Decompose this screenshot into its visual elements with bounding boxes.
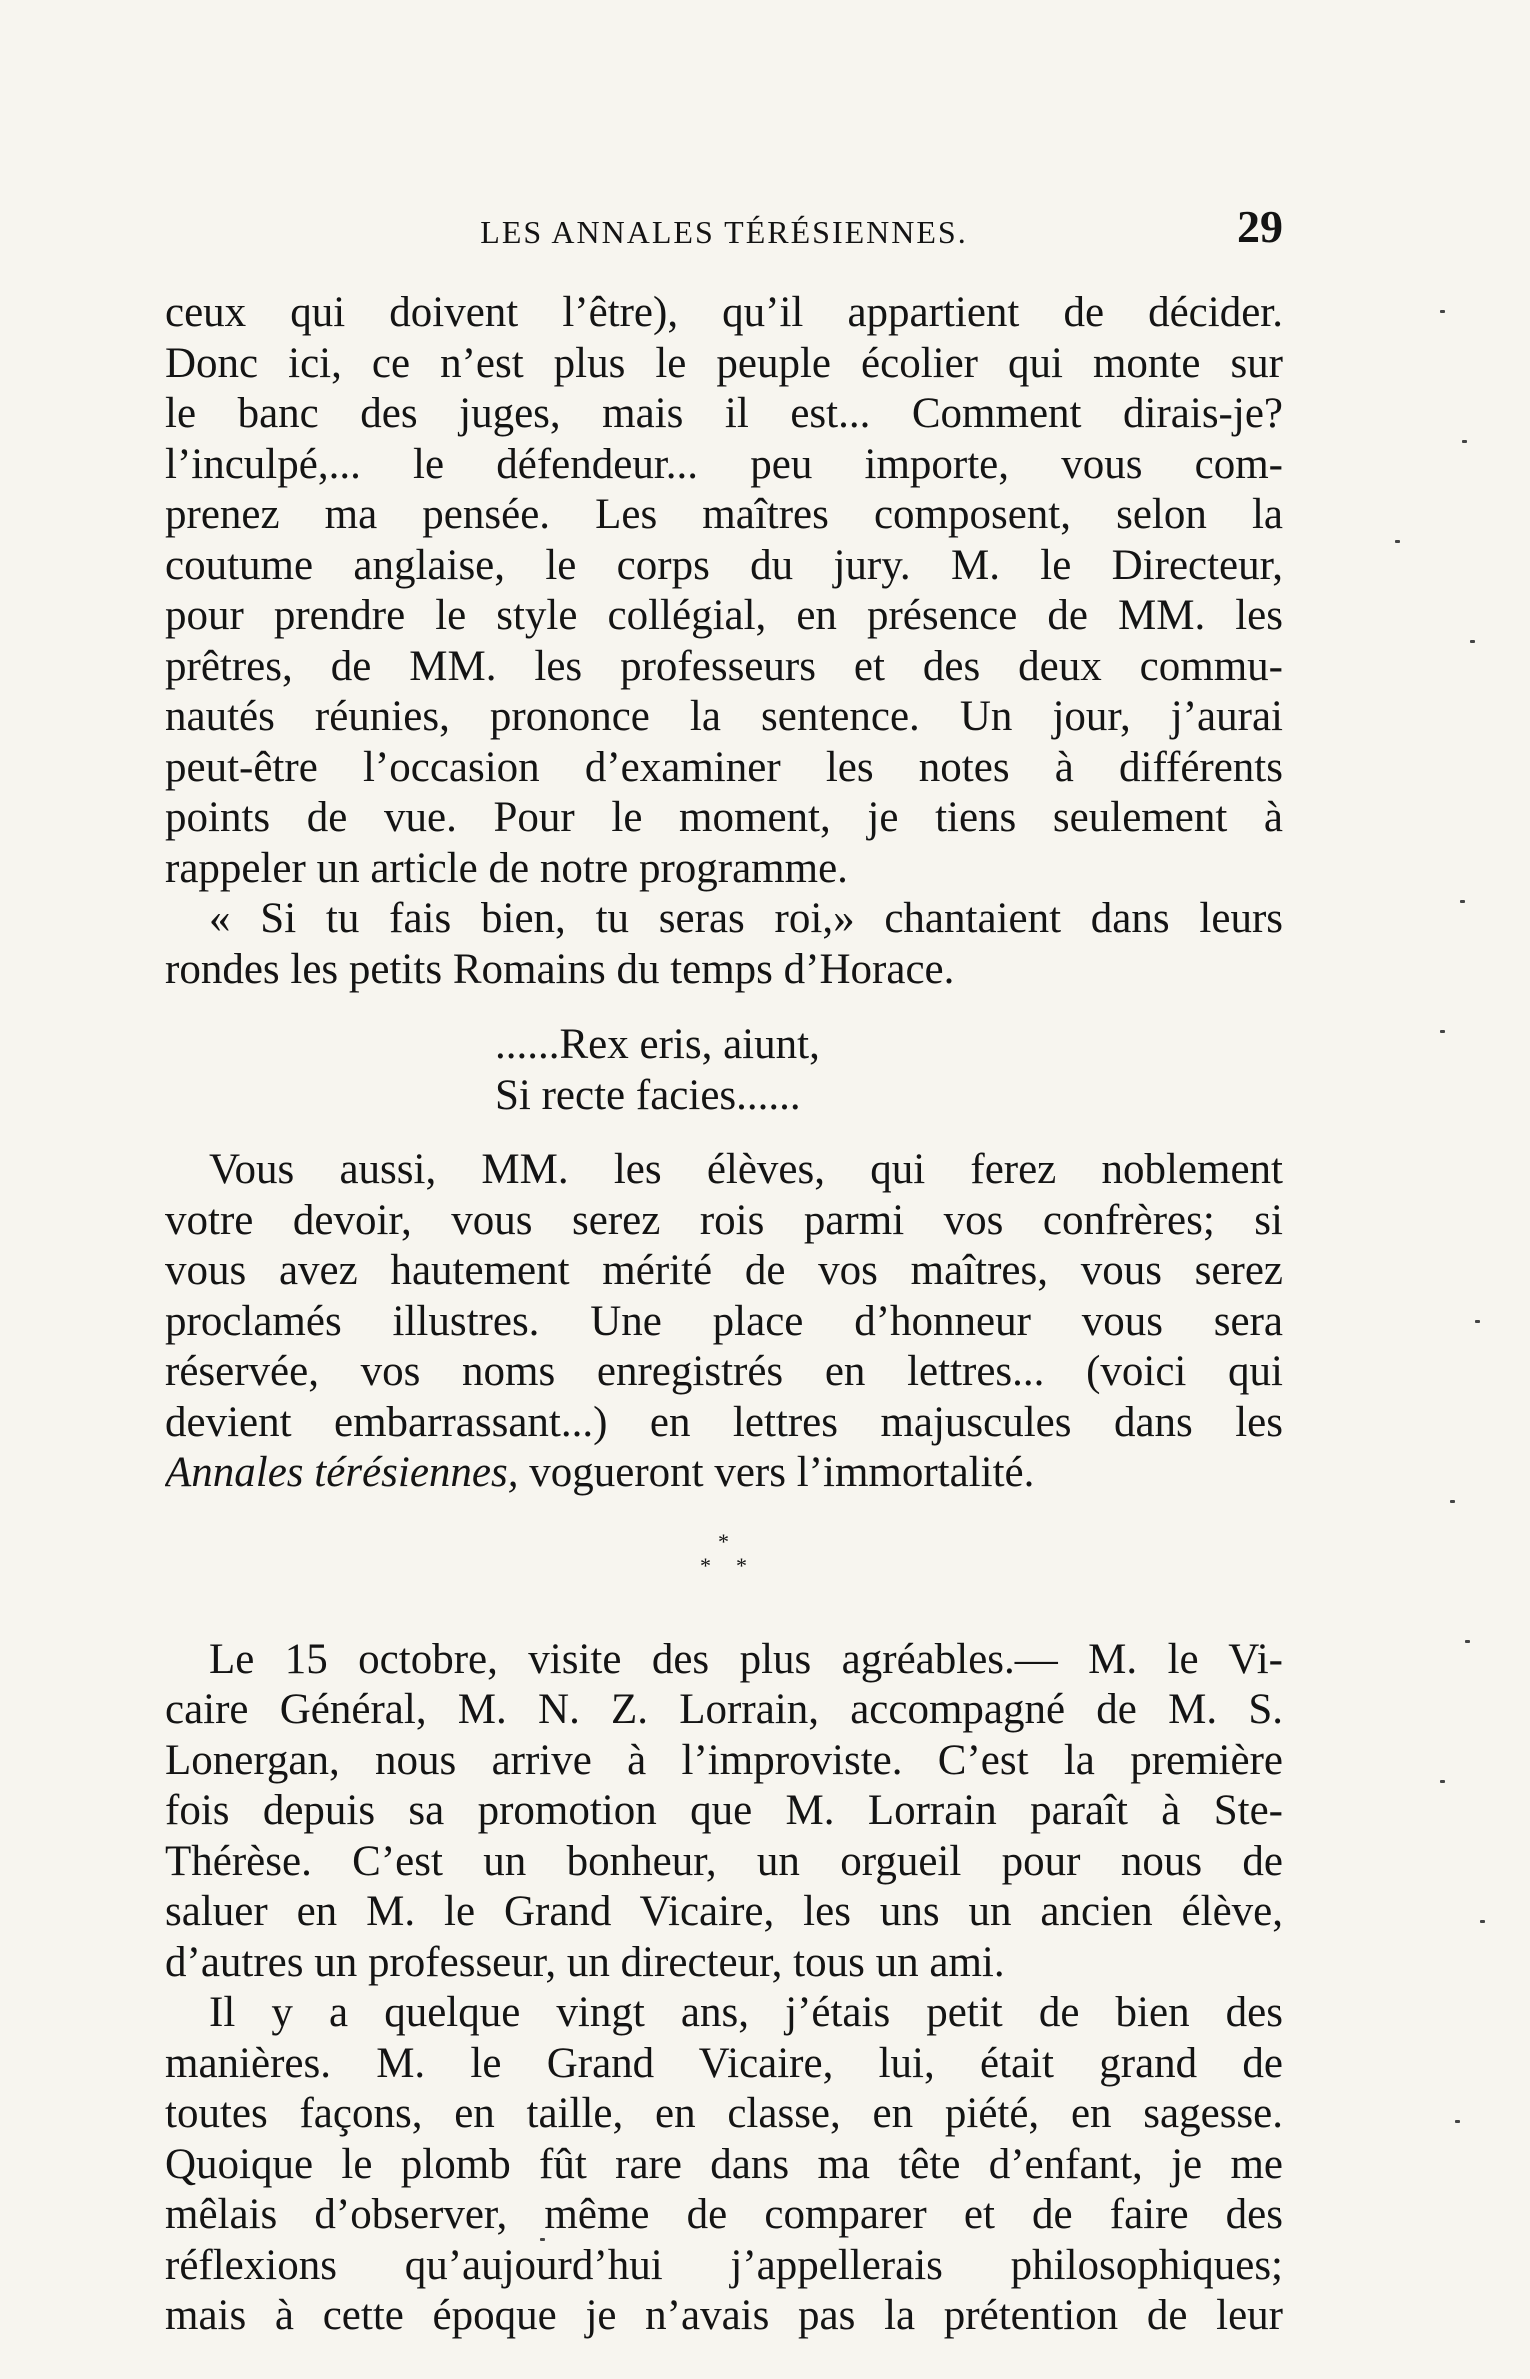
scan-speck [1470, 640, 1475, 643]
text-line: rondes les petits Romains du temps d’Horace. [165, 945, 955, 993]
text-line: caire Général, M. N. Z. Lorrain, accompagné de M. S. [165, 1686, 1283, 1733]
scan-speck [1440, 1780, 1445, 1783]
text-line: Il y a quelque vingt ans, j’étais petit de bien des [209, 1989, 1283, 2036]
verse-line: Si recte facies...... [495, 1071, 801, 1119]
text-line: d’autres un professeur, un directeur, tous un ami. [165, 1938, 1005, 1986]
paragraph-5 [165, 1988, 1283, 2342]
scan-speck [540, 2238, 545, 2241]
text-line: mêlais d’observer, même de comparer et de faire des [165, 2191, 1283, 2238]
running-head [165, 200, 1283, 264]
scan-speck [1395, 540, 1400, 543]
text-line: points de vue. Pour le moment, je tiens seulement à [165, 794, 1283, 841]
page-number: 29 [1237, 201, 1283, 252]
scan-speck [1475, 1320, 1480, 1323]
text-line: rappeler un article de notre programme. [165, 844, 848, 892]
scan-speck [1440, 310, 1445, 313]
scan-speck [1455, 2120, 1460, 2123]
text-line: l’inculpé,... le défendeur... peu importe, vous com- [165, 440, 1283, 488]
text-line: fois depuis sa promotion que M. Lorrain paraît à Ste- [165, 1787, 1283, 1834]
paragraph-1 [165, 288, 1283, 894]
text-line: vous avez hautement mérité de vos maîtres, vous serez [165, 1247, 1283, 1294]
section-separator [165, 1511, 1283, 1611]
body-text [165, 288, 1283, 2342]
scan-speck [1450, 1500, 1455, 1503]
paragraph-4 [165, 1635, 1283, 1989]
paragraph-3 [165, 1145, 1283, 1499]
paragraph-2 [165, 894, 1283, 995]
text-line: « Si tu fais bien, tu seras roi,» chantaient dans leurs [209, 895, 1283, 942]
latin-verse [165, 1020, 1283, 1121]
text-line: Vous aussi, MM. les élèves, qui ferez noblement [209, 1146, 1283, 1193]
text-line: Lonergan, nous arrive à l’improviste. C’est la première [165, 1736, 1283, 1784]
separator-star: * [736, 1552, 747, 1578]
text-line: coutume anglaise, le corps du jury. M. le Directeur, [165, 541, 1283, 589]
text-line: Donc ici, ce n’est plus le peuple écolier qui monte sur [165, 339, 1283, 387]
text-line: nautés réunies, prononce la sentence. Un jour, j’aurai [165, 693, 1283, 740]
text-line: peut-être l’occasion d’examiner les notes à différents [165, 743, 1283, 791]
scan-speck [1465, 1640, 1470, 1643]
text-line: votre devoir, vous serez rois parmi vos confrères; si [165, 1196, 1283, 1244]
text-line: réservée, vos noms enregistrés en lettres... (voici qui [165, 1348, 1283, 1395]
text-line: toutes façons, en taille, en classe, en piété, en sagesse. [165, 2090, 1283, 2137]
scan-speck [1460, 900, 1465, 903]
text-line [165, 1448, 1283, 1499]
text-line: Thérèse. C’est un bonheur, un orgueil pour nous de [165, 1837, 1283, 1885]
text-line: saluer en M. le Grand Vicaire, les uns un ancien élève, [165, 1888, 1283, 1935]
text-line: prenez ma pensée. Les maîtres composent, selon la [165, 491, 1283, 538]
scan-speck [1462, 440, 1467, 443]
scan-speck [1440, 1030, 1445, 1033]
text-line: mais à cette époque je n’avais pas la prétention de leur [165, 2292, 1283, 2339]
separator-star: * [700, 1552, 711, 1578]
running-title: LES ANNALES TÉRÉSIENNES. [480, 214, 968, 250]
separator-star: * [718, 1528, 729, 1554]
text-line: réflexions qu’aujourd’hui j’appellerais philosophiques; [165, 2241, 1283, 2289]
line-rest: vogueront vers l’immortalité. [518, 1449, 1035, 1496]
verse-line: ......Rex eris, aiunt, [495, 1021, 820, 1068]
text-line: ceux qui doivent l’être), qu’il appartient de décider. [165, 289, 1283, 336]
text-line: pour prendre le style collégial, en présence de MM. les [165, 592, 1283, 639]
text-line: Quoique le plomb fût rare dans ma tête d’enfant, je me [165, 2140, 1283, 2188]
text-line: proclamés illustres. Une place d’honneur vous sera [165, 1297, 1283, 1345]
text-line: le banc des juges, mais il est... Comment dirais-je? [165, 390, 1283, 437]
text-line: manières. M. le Grand Vicaire, lui, était grand de [165, 2039, 1283, 2087]
text-line: devient embarrassant...) en lettres majuscules dans les [165, 1398, 1283, 1446]
scan-speck [1480, 1920, 1485, 1923]
italic-title: Annales térésiennes, [165, 1449, 519, 1496]
text-line: Le 15 octobre, visite des plus agréables.— M. le Vi- [209, 1635, 1283, 1683]
text-line: prêtres, de MM. les professeurs et des deux commu- [165, 642, 1283, 690]
